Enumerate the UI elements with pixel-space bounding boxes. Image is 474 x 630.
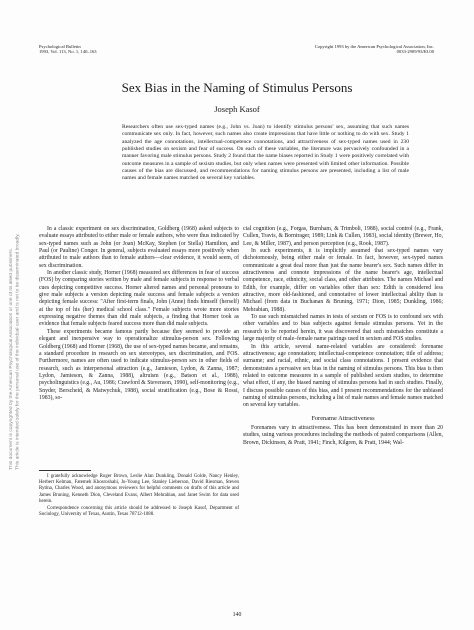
journal-citation [39,44,97,55]
body-paragraph: In this article, several name-related variables are considered: forename attractiveness; age connotation; intellectual-competence connotation; title of address; surname; and racial, ethnic, and social class connotations. I present evidence that demonstrates a pervasive sex bias in the naming of stimulus persons. This bias is then related to outcome measures in a sample of published sexism studies, to determine what effect, if any, the biased naming of stimulus persons had in such studies. Finally, I discuss possible causes of this bias, and I present recommendations for the unbiased naming of stimulus persons, including a list of male names and female names matched on several key variables. [243,343,443,409]
section-heading: Forename Attractiveness [311,414,375,422]
body-paragraph: In a classic experiment on sex discrimination, Goldberg (1968) asked subjects to evaluate essays attributed to either male or female authors, who were thus indicated by sex-typed names such as John (or Joan) McKay, Stephen (or Stella) Hamilton, and Paul (or Pauline) Conger. In general, subjects evaluated essays more positively when attributed to male authors than to female authors—clear evidence, it would seem, of sex discrimination. [39,226,239,269]
footnotes [39,474,239,519]
side-notice-line: This article is intended solely for the personal use of the individual user and is not to be disseminated broadly. [15,233,21,470]
correspondence-note: Correspondence concerning this article should be addressed to Joseph Kasof, Department of Sociology, University of Texas, Austin, Texas 78712-1088. [39,506,239,518]
body-paragraph: Forenames vary in attractiveness. This has been demonstrated in more than 20 studies, using various procedures including the methods of paired comparisons (Allen, Brown, Dickinson, & Pratt, 1941; Finch, Kilgren, & Pratt, 1944; Wal- [243,424,443,446]
abstract: Researchers often use sex-typed names (e.g., John vs. Joan) to identify stimulus persons' sex, assuming that such names communicate sex only. In fact, however, such names also create impressions that have little or nothing to do with sex. Study 1 analyzed the age connotations, intellectual-competence connotations, and attractiveness of sex-typed names used in 230 published studies on sexism and fear of success. On each of these variables, the literature was pervasively confounded in a manner favoring male stimulus persons. Study 2 found that the name biases reported in Study 1 were positively correlated with outcome measures in a sample of sexism studies, but only when names were presented with limited other information. Possible causes of the bias are discussed, and recommendations for naming stimulus persons are presented, including a list of male names and female names matched on several key variables. [122,124,409,182]
body-paragraph: In another classic study, Horner (1968) measured sex differences in fear of success (FOS) by comparing stories written by male and female subjects in response to verbal cues depicting competitive success. Horner altered names and personal pronouns to give male subjects a version depicting male success and female subjects a version depicting female success: "After first-term finals, John (Anne) finds himself (herself) at the top of his (her) medical school class." Female subjects wrote more stories expressing negative themes than did male subjects, a finding that Horner took as evidence that female subjects feared success more than did male subjects. [39,270,239,328]
article-title: Sex Bias in the Naming of Stimulus Persons [121,80,353,95]
journal-name: Psychological Bulletin [39,44,81,49]
side-notice-line: This document is copyrighted by the American Psychological Association or one of its allied publishers. [9,247,14,470]
copyright-notice [315,44,434,55]
left-column [39,226,239,402]
article-author: Joseph Kasof [214,104,260,114]
footnote-divider [39,470,91,471]
body-paragraph: In such experiments, it is implicitly assumed that sex-typed names vary dichotomously, being either male or female. In fact, however, sex-typed names communicate a great deal more than just the name bearer's sex. Such names differ in attractiveness and connote impressions of the name bearer's age, intellectual competence, race, ethnicity, social class, and other attributes. The names Michael and Edith, for example, differ on variables other than sex: Edith is considered less attractive, more old-fashioned, and connotative of lower intellectual ability than is Michael (from data in Buchanan & Bruning, 1971; Dion, 1985; Dunkling, 1986; Mehrabian, 1988). [243,248,443,313]
body-paragraph: cial cognition (e.g., Forgas, Burnham, & Trimboli, 1988), social control (e.g., Frank, Cullen, Travis, & Borntrager, 1989; Link & Cullen, 1983), social identity (Brewer, Ho, Lee, & Miller, 1987), and person perception (e.g., Rook, 1987). [243,226,443,247]
right-column [243,226,443,447]
body-paragraph: To use such mismatched names in tests of sexism or FOS is to confound sex with other variables and to bias subjects against female stimulus persons. Yet in the research to be reported herein, it was discovered that such mismatches constitute a large majority of male–female name pairings used in sexism and FOS studies. [243,314,443,343]
body-paragraph: These experiments became famous partly because they seemed to provide an elegant and inexpensive way to operationalize stimulus-person sex. Following Goldberg (1968) and Horner (1968), the use of sex-typed names became, and remains, a standard procedure in research on sex stereotypes, sex discrimination, and FOS. Furthermore, names are often used to indicate stimulus-person sex in other fields of research, such as interpersonal attraction (e.g., Jamieson, Lydon, & Zanna, 1987; Lydon, Jamieson, & Zanna, 1988), altruism (e.g., Batson et al., 1988), psycholinguistics (e.g., Au, 1986; Crawford & Stevenson, 1990), self-monitoring (e.g., Snyder, Berscheid, & Matwychuk, 1988), social stratification (e.g., Bose & Rossi, 1983), so- [39,328,239,401]
issn-code: 0033-2909/93/$3.00 [396,49,434,55]
acknowledgment-note: I gratefully acknowledge Roger Brown, Leslie Alan Dunkling, Donald Golde, Nancy Henley, Herbert Kelman, Fatemeh Khosroshahi, Ju-Young Lee, Stanley Lieberson, David Riesman, Steven Rytina, Charles Wood, and anonymous reviewers for helpful comments on drafts of this article and James Bruning, Kenneth Dion, Cleveland Evans, Albert Mehrabian, and Janet Swim for data used herein. [39,474,239,504]
copyright-line: Copyright 1993 by the American Psychological Association, Inc. [314,44,434,49]
page-number: 140 [232,612,242,618]
journal-volume: 1993, Vol. 113, No. 1, 140–163 [39,49,97,55]
copyright-side-notice [9,200,31,470]
